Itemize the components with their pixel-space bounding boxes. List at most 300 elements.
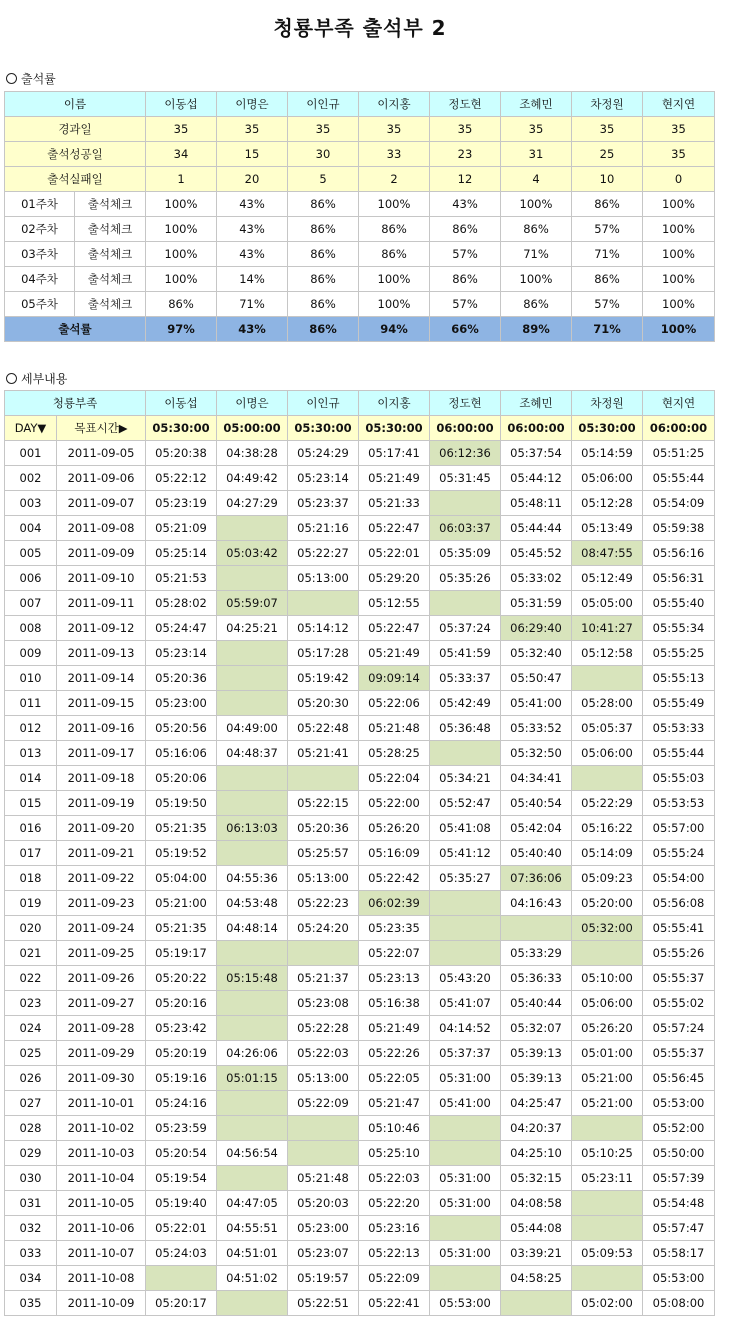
missed-time-cell [288, 1116, 359, 1141]
check-in-time-cell: 05:23:14 [288, 466, 359, 491]
check-in-time-cell: 04:26:06 [217, 1041, 288, 1066]
check-in-time-cell: 05:23:00 [288, 1216, 359, 1241]
week-rate-cell: 100% [146, 217, 217, 242]
week-rate-cell: 100% [643, 292, 715, 317]
day-number-cell: 026 [5, 1066, 57, 1091]
check-in-time-cell: 05:16:06 [146, 741, 217, 766]
check-in-time-cell: 05:22:00 [359, 791, 430, 816]
check-in-time-cell: 04:14:52 [430, 1016, 501, 1041]
check-in-time-cell: 05:23:19 [146, 491, 217, 516]
week-rate-cell: 100% [643, 217, 715, 242]
table-row [5, 866, 715, 891]
check-in-time-cell: 05:51:25 [643, 441, 715, 466]
check-in-time-cell: 05:21:00 [572, 1091, 643, 1116]
check-in-time-cell: 05:36:48 [430, 716, 501, 741]
check-in-time-cell: 04:25:21 [217, 616, 288, 641]
table-row [5, 441, 715, 466]
day-number-cell: 013 [5, 741, 57, 766]
check-in-time-cell: 05:55:44 [643, 466, 715, 491]
week-rate-cell: 100% [146, 242, 217, 267]
date-cell: 2011-09-17 [57, 741, 146, 766]
check-in-time-cell: 05:22:06 [359, 691, 430, 716]
name-header-cell: 이름 [5, 92, 146, 117]
day-number-cell: 023 [5, 991, 57, 1016]
check-in-time-cell: 04:53:48 [217, 891, 288, 916]
table-row [5, 491, 715, 516]
target-time-cell: 06:00:00 [501, 416, 572, 441]
week-row [5, 242, 715, 267]
missed-time-cell [217, 666, 288, 691]
check-in-time-cell: 05:26:20 [572, 1016, 643, 1041]
week-rate-cell: 86% [572, 192, 643, 217]
week-rate-cell: 100% [359, 192, 430, 217]
check-in-time-cell: 05:52:00 [643, 1116, 715, 1141]
summary-value-cell: 15 [217, 142, 288, 167]
day-number-cell: 031 [5, 1191, 57, 1216]
total-rate-cell: 43% [217, 317, 288, 342]
check-in-time-cell: 05:55:37 [643, 966, 715, 991]
check-in-time-cell: 05:21:00 [572, 1066, 643, 1091]
check-in-time-cell: 05:22:48 [288, 716, 359, 741]
check-in-time-cell: 05:33:29 [501, 941, 572, 966]
member-name-cell: 조혜민 [501, 92, 572, 117]
week-label-cell: 03주차 [5, 242, 75, 267]
week-rate-cell: 86% [146, 292, 217, 317]
missed-time-cell [430, 1141, 501, 1166]
table-row [5, 1116, 715, 1141]
check-in-time-cell: 05:25:14 [146, 541, 217, 566]
check-in-time-cell: 05:06:00 [572, 466, 643, 491]
check-in-time-cell: 05:55:02 [643, 991, 715, 1016]
check-in-time-cell: 05:31:00 [430, 1166, 501, 1191]
member-name-cell: 이지홍 [359, 92, 430, 117]
summary-value-cell: 23 [430, 142, 501, 167]
circle-bullet-icon [6, 73, 17, 84]
check-in-time-cell: 05:41:00 [501, 691, 572, 716]
check-in-time-cell: 05:08:00 [643, 1291, 715, 1316]
check-in-time-cell: 05:22:09 [359, 1266, 430, 1291]
member-name-cell: 차정원 [572, 92, 643, 117]
week-rate-cell: 86% [288, 292, 359, 317]
member-name-cell: 현지연 [643, 391, 715, 416]
day-number-cell: 001 [5, 441, 57, 466]
table-row [5, 1141, 715, 1166]
total-rate-cell: 66% [430, 317, 501, 342]
day-number-cell: 002 [5, 466, 57, 491]
summary-value-cell: 35 [572, 117, 643, 142]
date-cell: 2011-10-05 [57, 1191, 146, 1216]
attendance-detail-table [4, 390, 715, 1316]
summary-value-cell: 33 [359, 142, 430, 167]
missed-time-cell [217, 566, 288, 591]
missed-time-cell: 10:41:27 [572, 616, 643, 641]
check-in-time-cell: 05:53:00 [430, 1291, 501, 1316]
date-cell: 2011-10-02 [57, 1116, 146, 1141]
day-number-cell: 028 [5, 1116, 57, 1141]
date-cell: 2011-09-23 [57, 891, 146, 916]
check-in-time-cell: 05:32:07 [501, 1016, 572, 1041]
target-time-cell: 05:30:00 [146, 416, 217, 441]
summary-value-cell: 35 [288, 117, 359, 142]
week-rate-cell: 100% [643, 242, 715, 267]
check-in-time-cell: 05:21:48 [359, 716, 430, 741]
day-number-cell: 032 [5, 1216, 57, 1241]
missed-time-cell [217, 641, 288, 666]
check-in-time-cell: 05:56:31 [643, 566, 715, 591]
summary-value-cell: 5 [288, 167, 359, 192]
check-in-time-cell: 05:20:16 [146, 991, 217, 1016]
missed-time-cell: 05:32:00 [572, 916, 643, 941]
date-cell: 2011-09-30 [57, 1066, 146, 1091]
total-rate-cell: 100% [643, 317, 715, 342]
week-rate-cell: 86% [430, 267, 501, 292]
check-label-cell: 출석체크 [75, 217, 146, 242]
check-in-time-cell: 05:32:40 [501, 641, 572, 666]
check-in-time-cell: 05:23:37 [288, 491, 359, 516]
check-in-time-cell: 04:49:00 [217, 716, 288, 741]
check-in-time-cell: 05:19:57 [288, 1266, 359, 1291]
check-in-time-cell: 05:14:12 [288, 616, 359, 641]
summary-value-cell: 31 [501, 142, 572, 167]
table-row [5, 991, 715, 1016]
table-row [5, 691, 715, 716]
day-sort-cell[interactable]: DAY▼ [5, 416, 57, 441]
check-in-time-cell: 05:22:03 [359, 1166, 430, 1191]
check-in-time-cell: 05:33:37 [430, 666, 501, 691]
day-number-cell: 027 [5, 1091, 57, 1116]
day-number-cell: 006 [5, 566, 57, 591]
check-in-time-cell: 05:50:00 [643, 1141, 715, 1166]
week-rate-cell: 100% [501, 267, 572, 292]
check-in-time-cell: 04:20:37 [501, 1116, 572, 1141]
day-number-cell: 005 [5, 541, 57, 566]
day-number-cell: 007 [5, 591, 57, 616]
date-cell: 2011-09-16 [57, 716, 146, 741]
missed-time-cell [288, 591, 359, 616]
check-in-time-cell: 05:41:59 [430, 641, 501, 666]
day-number-cell: 018 [5, 866, 57, 891]
rate-header-row [5, 92, 715, 117]
day-number-cell: 035 [5, 1291, 57, 1316]
missed-time-cell: 06:02:39 [359, 891, 430, 916]
missed-time-cell: 06:12:36 [430, 441, 501, 466]
check-in-time-cell: 05:24:16 [146, 1091, 217, 1116]
check-in-time-cell: 05:31:45 [430, 466, 501, 491]
check-in-time-cell: 05:21:47 [359, 1091, 430, 1116]
date-cell: 2011-09-28 [57, 1016, 146, 1041]
target-time-cell: 05:30:00 [359, 416, 430, 441]
check-in-time-cell: 05:19:42 [288, 666, 359, 691]
table-row [5, 1191, 715, 1216]
day-number-cell: 017 [5, 841, 57, 866]
check-in-time-cell: 05:12:28 [572, 491, 643, 516]
table-row [5, 891, 715, 916]
missed-time-cell: 06:13:03 [217, 816, 288, 841]
check-in-time-cell: 05:48:11 [501, 491, 572, 516]
missed-time-cell [430, 891, 501, 916]
week-rate-cell: 86% [359, 242, 430, 267]
check-in-time-cell: 05:23:35 [359, 916, 430, 941]
check-in-time-cell: 05:21:41 [288, 741, 359, 766]
missed-time-cell [217, 766, 288, 791]
check-in-time-cell: 05:22:42 [359, 866, 430, 891]
missed-time-cell [430, 1216, 501, 1241]
missed-time-cell [572, 666, 643, 691]
check-in-time-cell: 05:25:10 [359, 1141, 430, 1166]
check-in-time-cell: 05:19:17 [146, 941, 217, 966]
check-in-time-cell: 05:24:47 [146, 616, 217, 641]
table-row [5, 1216, 715, 1241]
target-time-cell: 05:00:00 [217, 416, 288, 441]
date-cell: 2011-10-03 [57, 1141, 146, 1166]
check-in-time-cell: 04:55:51 [217, 1216, 288, 1241]
week-rate-cell: 100% [501, 192, 572, 217]
check-in-time-cell: 04:48:37 [217, 741, 288, 766]
table-row [5, 1291, 715, 1316]
table-row [5, 716, 715, 741]
check-in-time-cell: 05:20:22 [146, 966, 217, 991]
week-rate-cell: 86% [572, 267, 643, 292]
missed-time-cell [217, 991, 288, 1016]
day-number-cell: 034 [5, 1266, 57, 1291]
check-in-time-cell: 05:57:39 [643, 1166, 715, 1191]
check-in-time-cell: 05:22:01 [146, 1216, 217, 1241]
summary-label-cell: 경과일 [5, 117, 146, 142]
check-in-time-cell: 05:21:49 [359, 1016, 430, 1041]
check-in-time-cell: 05:12:55 [359, 591, 430, 616]
check-in-time-cell: 05:20:19 [146, 1041, 217, 1066]
check-in-time-cell: 05:37:37 [430, 1041, 501, 1066]
table-row [5, 741, 715, 766]
total-rate-row [5, 317, 715, 342]
date-cell: 2011-09-15 [57, 691, 146, 716]
summary-value-cell: 2 [359, 167, 430, 192]
missed-time-cell [430, 591, 501, 616]
missed-time-cell [288, 766, 359, 791]
check-in-time-cell: 04:34:41 [501, 766, 572, 791]
table-row [5, 466, 715, 491]
check-in-time-cell: 05:22:29 [572, 791, 643, 816]
week-label-cell: 05주차 [5, 292, 75, 317]
check-in-time-cell: 05:56:08 [643, 891, 715, 916]
check-in-time-cell: 05:22:41 [359, 1291, 430, 1316]
summary-value-cell: 35 [430, 117, 501, 142]
circle-bullet-icon [6, 373, 17, 384]
summary-row [5, 167, 715, 192]
week-rate-cell: 86% [501, 217, 572, 242]
missed-time-cell [572, 1266, 643, 1291]
check-in-time-cell: 05:40:40 [501, 841, 572, 866]
date-cell: 2011-10-04 [57, 1166, 146, 1191]
total-label-cell: 출석률 [5, 317, 146, 342]
week-rate-cell: 100% [359, 292, 430, 317]
check-in-time-cell: 05:20:56 [146, 716, 217, 741]
check-in-time-cell: 05:44:08 [501, 1216, 572, 1241]
check-in-time-cell: 04:47:05 [217, 1191, 288, 1216]
check-in-time-cell: 05:42:49 [430, 691, 501, 716]
check-in-time-cell: 05:22:12 [146, 466, 217, 491]
week-row [5, 217, 715, 242]
date-cell: 2011-09-22 [57, 866, 146, 891]
week-rate-cell: 43% [217, 217, 288, 242]
check-in-time-cell: 05:12:49 [572, 566, 643, 591]
table-row [5, 966, 715, 991]
check-in-time-cell: 05:54:09 [643, 491, 715, 516]
week-rate-cell: 43% [217, 192, 288, 217]
date-cell: 2011-09-21 [57, 841, 146, 866]
table-row [5, 566, 715, 591]
missed-time-cell: 05:15:48 [217, 966, 288, 991]
member-name-cell: 이동섭 [146, 391, 217, 416]
check-in-time-cell: 05:02:00 [572, 1291, 643, 1316]
check-in-time-cell: 05:55:37 [643, 1041, 715, 1066]
member-name-cell: 정도현 [430, 92, 501, 117]
check-in-time-cell: 05:22:01 [359, 541, 430, 566]
missed-time-cell [572, 1216, 643, 1241]
table-row [5, 1241, 715, 1266]
check-in-time-cell: 05:55:26 [643, 941, 715, 966]
day-number-cell: 011 [5, 691, 57, 716]
check-in-time-cell: 05:44:12 [501, 466, 572, 491]
date-cell: 2011-09-07 [57, 491, 146, 516]
week-rate-cell: 57% [572, 292, 643, 317]
week-rate-cell: 100% [146, 267, 217, 292]
week-rate-cell: 86% [288, 267, 359, 292]
check-in-time-cell: 05:20:00 [572, 891, 643, 916]
check-in-time-cell: 05:57:00 [643, 816, 715, 841]
check-in-time-cell: 05:12:58 [572, 641, 643, 666]
check-in-time-cell: 05:55:24 [643, 841, 715, 866]
check-in-time-cell: 05:23:00 [146, 691, 217, 716]
day-number-cell: 014 [5, 766, 57, 791]
check-in-time-cell: 05:39:13 [501, 1041, 572, 1066]
week-rate-cell: 86% [288, 242, 359, 267]
date-cell: 2011-10-01 [57, 1091, 146, 1116]
day-number-cell: 016 [5, 816, 57, 841]
summary-value-cell: 0 [643, 167, 715, 192]
check-in-time-cell: 05:22:47 [359, 516, 430, 541]
check-in-time-cell: 03:39:21 [501, 1241, 572, 1266]
check-in-time-cell: 04:56:54 [217, 1141, 288, 1166]
check-in-time-cell: 05:40:54 [501, 791, 572, 816]
check-in-time-cell: 05:21:48 [288, 1166, 359, 1191]
missed-time-cell [217, 841, 288, 866]
member-name-cell: 이명은 [217, 391, 288, 416]
tribe-header-cell: 청룡부족 [5, 391, 146, 416]
check-in-time-cell: 05:53:53 [643, 791, 715, 816]
check-in-time-cell: 05:23:07 [288, 1241, 359, 1266]
target-time-cell: 05:30:00 [288, 416, 359, 441]
check-in-time-cell: 05:23:16 [359, 1216, 430, 1241]
check-label-cell: 출석체크 [75, 242, 146, 267]
check-in-time-cell: 05:55:49 [643, 691, 715, 716]
week-rate-cell: 100% [359, 267, 430, 292]
check-in-time-cell: 05:23:42 [146, 1016, 217, 1041]
check-in-time-cell: 04:48:14 [217, 916, 288, 941]
day-number-cell: 024 [5, 1016, 57, 1041]
target-time-cell: 06:00:00 [643, 416, 715, 441]
detail-header-row [5, 391, 715, 416]
summary-value-cell: 12 [430, 167, 501, 192]
summary-value-cell: 35 [146, 117, 217, 142]
check-in-time-cell: 05:40:44 [501, 991, 572, 1016]
missed-time-cell [217, 941, 288, 966]
check-in-time-cell: 05:31:00 [430, 1191, 501, 1216]
week-rate-cell: 86% [501, 292, 572, 317]
check-in-time-cell: 05:50:47 [501, 666, 572, 691]
table-row [5, 616, 715, 641]
check-in-time-cell: 05:59:38 [643, 516, 715, 541]
check-in-time-cell: 05:23:14 [146, 641, 217, 666]
check-in-time-cell: 05:35:26 [430, 566, 501, 591]
missed-time-cell [217, 1166, 288, 1191]
check-in-time-cell: 05:32:15 [501, 1166, 572, 1191]
check-in-time-cell: 05:22:03 [288, 1041, 359, 1066]
table-row [5, 1266, 715, 1291]
check-in-time-cell: 05:17:41 [359, 441, 430, 466]
check-in-time-cell: 05:37:24 [430, 616, 501, 641]
check-in-time-cell: 05:34:21 [430, 766, 501, 791]
member-name-cell: 현지연 [643, 92, 715, 117]
missed-time-cell: 05:01:15 [217, 1066, 288, 1091]
missed-time-cell [217, 791, 288, 816]
summary-value-cell: 1 [146, 167, 217, 192]
summary-value-cell: 10 [572, 167, 643, 192]
day-number-cell: 010 [5, 666, 57, 691]
check-in-time-cell: 05:28:25 [359, 741, 430, 766]
check-in-time-cell: 05:24:29 [288, 441, 359, 466]
date-cell: 2011-09-19 [57, 791, 146, 816]
check-in-time-cell: 05:20:36 [288, 816, 359, 841]
table-row [5, 916, 715, 941]
week-rate-cell: 57% [430, 292, 501, 317]
member-name-cell: 조혜민 [501, 391, 572, 416]
missed-time-cell [217, 691, 288, 716]
date-cell: 2011-09-08 [57, 516, 146, 541]
missed-time-cell [430, 741, 501, 766]
table-row [5, 591, 715, 616]
week-rate-cell: 71% [501, 242, 572, 267]
summary-value-cell: 25 [572, 142, 643, 167]
table-row [5, 816, 715, 841]
check-in-time-cell: 05:41:07 [430, 991, 501, 1016]
check-in-time-cell: 05:31:59 [501, 591, 572, 616]
check-in-time-cell: 05:23:13 [359, 966, 430, 991]
date-cell: 2011-09-09 [57, 541, 146, 566]
check-in-time-cell: 05:21:53 [146, 566, 217, 591]
missed-time-cell [430, 1266, 501, 1291]
total-rate-cell: 71% [572, 317, 643, 342]
check-in-time-cell: 05:55:13 [643, 666, 715, 691]
check-in-time-cell: 05:37:54 [501, 441, 572, 466]
check-in-time-cell: 05:54:00 [643, 866, 715, 891]
total-rate-cell: 86% [288, 317, 359, 342]
check-in-time-cell: 05:55:03 [643, 766, 715, 791]
date-cell: 2011-09-14 [57, 666, 146, 691]
check-in-time-cell: 05:41:08 [430, 816, 501, 841]
check-in-time-cell: 05:31:00 [430, 1066, 501, 1091]
missed-time-cell [217, 1291, 288, 1316]
check-in-time-cell: 05:04:00 [146, 866, 217, 891]
week-rate-cell: 57% [572, 217, 643, 242]
check-in-time-cell: 05:24:20 [288, 916, 359, 941]
summary-label-cell: 출석성공일 [5, 142, 146, 167]
table-row [5, 1016, 715, 1041]
summary-row [5, 142, 715, 167]
check-in-time-cell: 05:20:38 [146, 441, 217, 466]
attendance-rate-table [4, 91, 715, 342]
check-in-time-cell: 05:21:16 [288, 516, 359, 541]
